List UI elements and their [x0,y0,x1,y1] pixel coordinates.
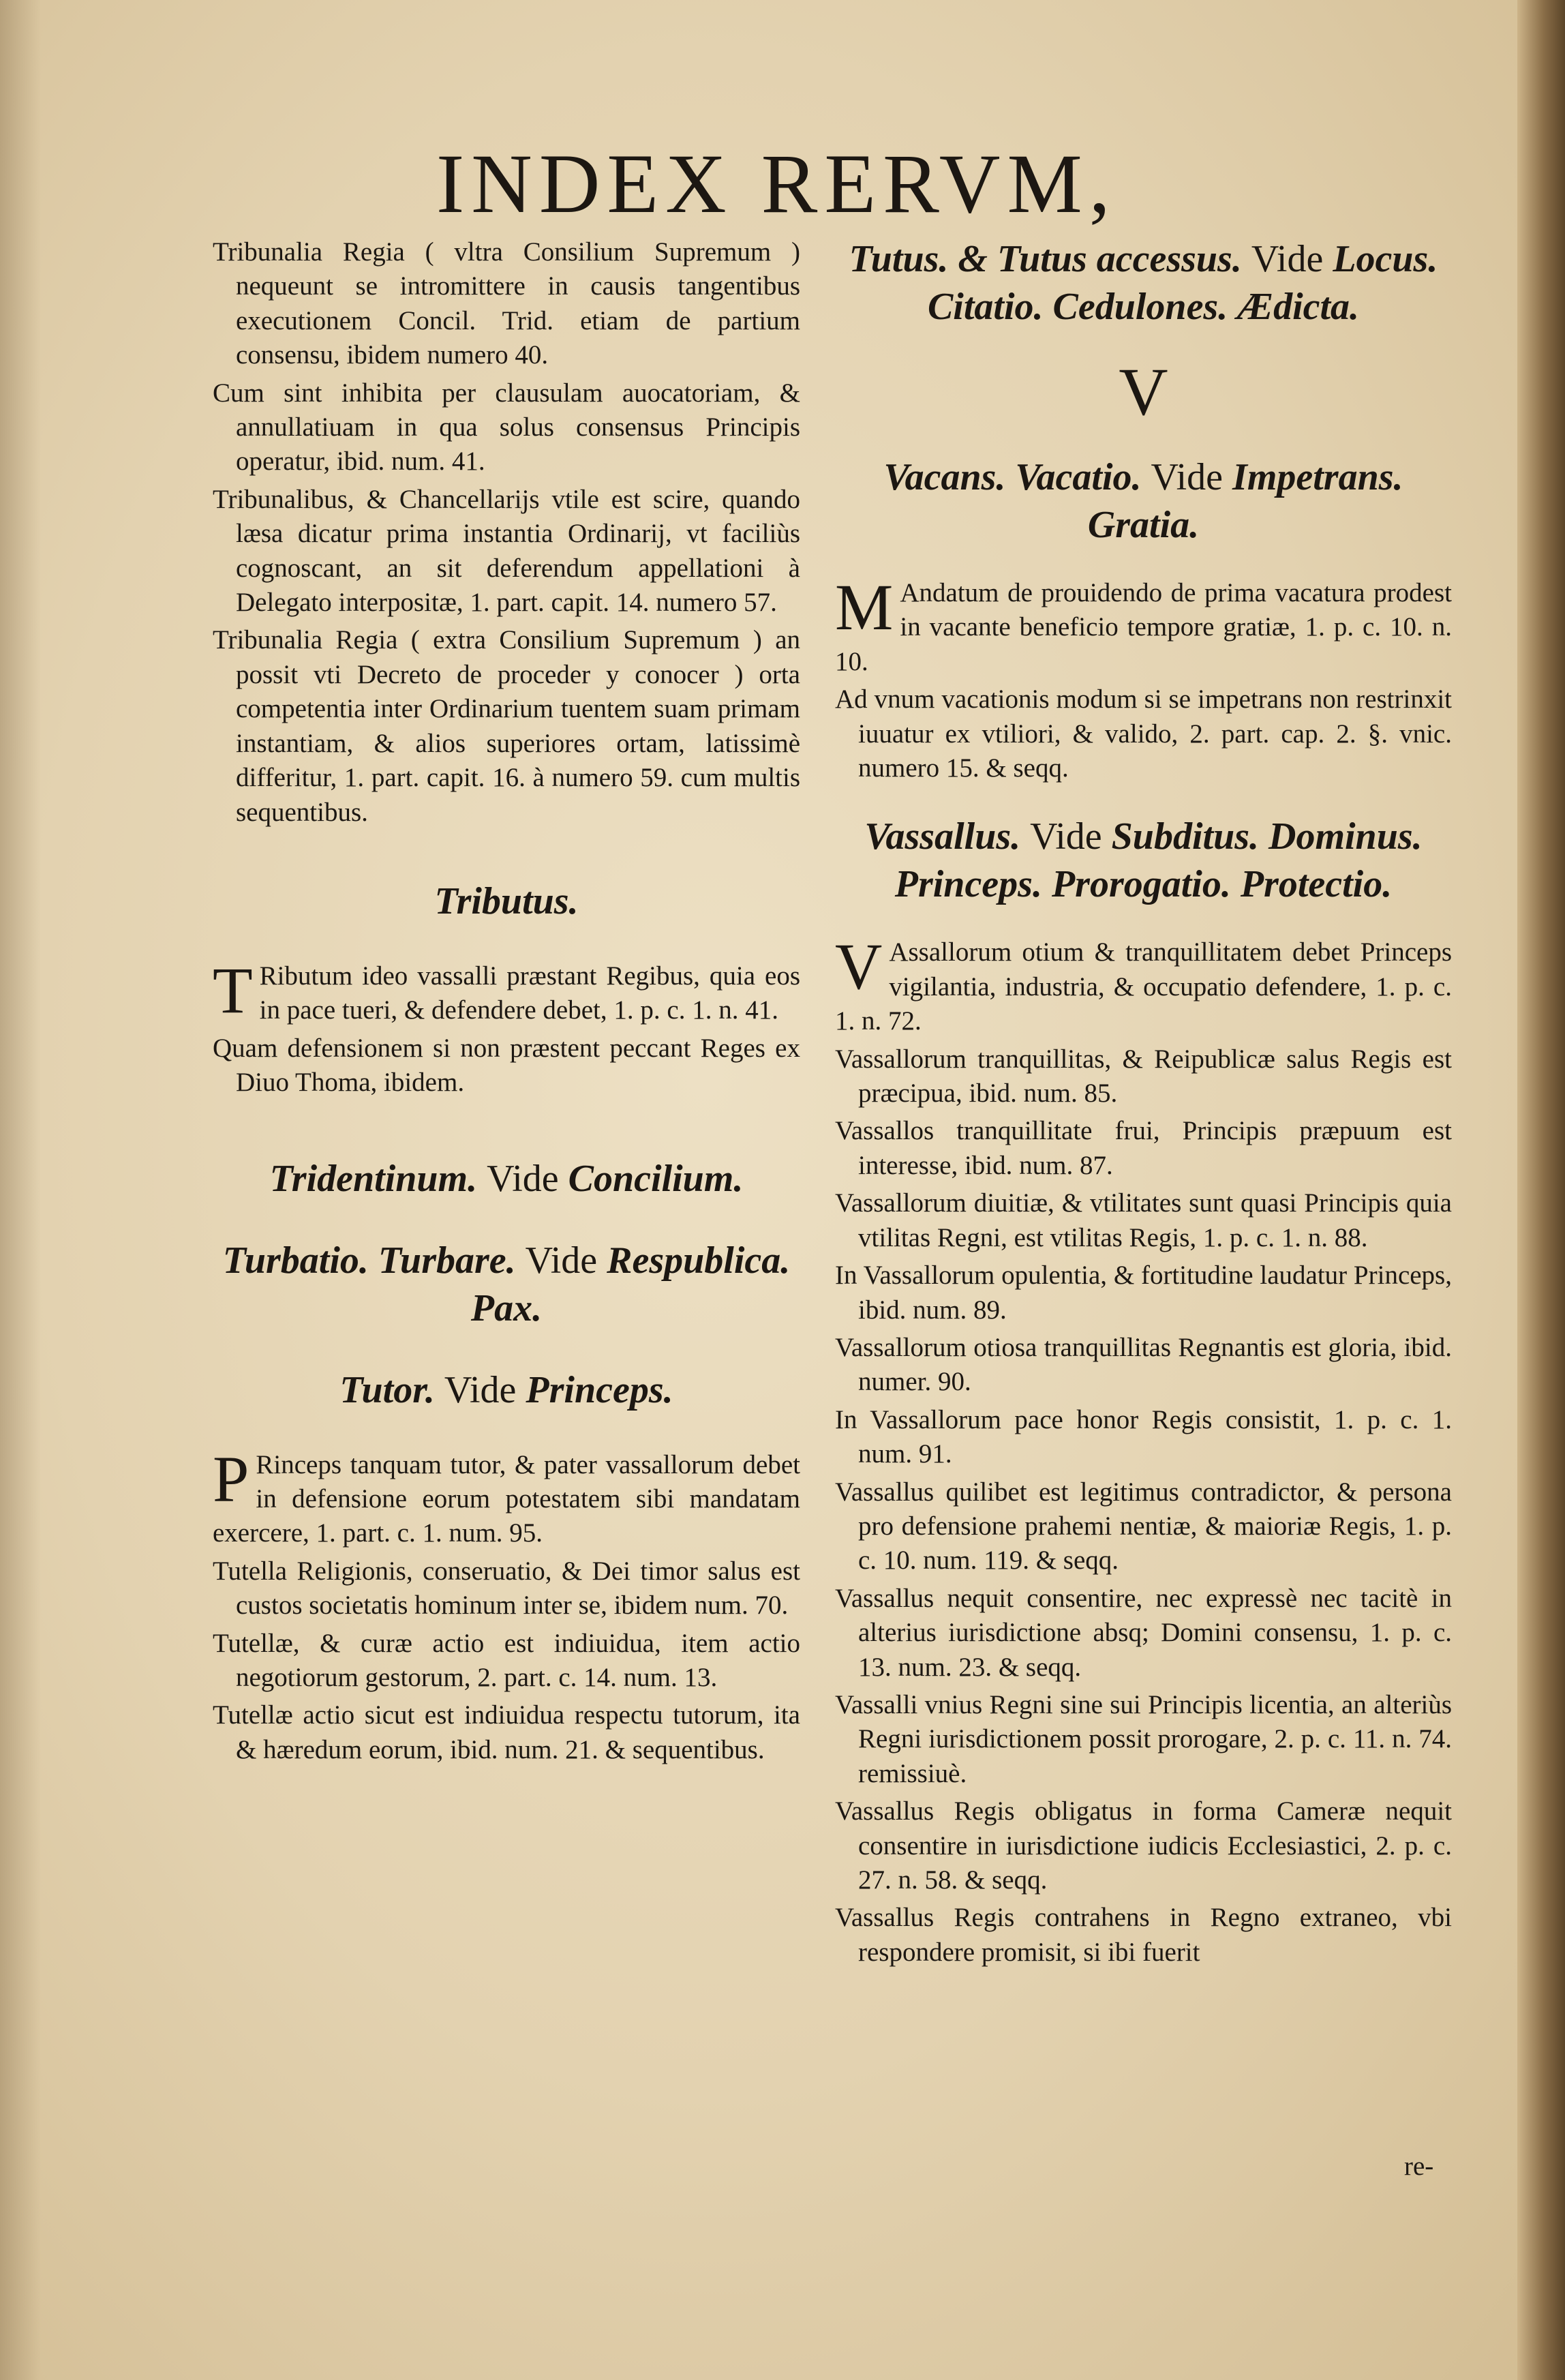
entry-text: Ributum ideo vassalli præstant Regibus, quia eos in pace tueri, & defendere debet, 1. p. c. 1. n. 41. [259,961,800,1025]
index-entry: In Vassallorum opulentia, & fortitudine laudatur Princeps, ibid. num. 89. [835,1261,1452,1325]
heading-reference: Concilium. [568,1157,744,1200]
heading-vide: Vide [1151,456,1224,498]
index-entry: Vassalli vnius Regni sine sui Principis licentia, an alteriùs Regni iurisdictionem possit prorogare, 2. p. c. 11. n. 74. remissiuè. [835,1689,1452,1788]
drop-capital: P [213,1442,249,1516]
drop-capital: T [213,953,253,1027]
heading-vide: Vide [1030,815,1102,858]
heading-reference: Impetrans. Gratia. [1087,456,1403,546]
index-entry: Vassallorum otiosa tranquillitas Regnantis est gloria, ibid. numer. 90. [835,1332,1452,1397]
index-entry: Vassallorum diuitiæ, & vtilitates sunt quasi Principis quia vtilitas Regni, est vtilitas Regis, 1. p. c. 1. n. 88. [835,1188,1452,1252]
index-entry: Tribunalibus, & Chancellarijs vtile est scire, quando læsa dicatur prima instantia Ordinarij, vt faciliùs cognoscant, an sit deferendum appellationi à Delegato interpositæ, 1. part. capit. 14. numero 57. [213,484,800,618]
index-entry [835,930,1452,1038]
heading-reference: Locus. Citatio. Cedulones. Ædicta. [927,238,1438,328]
index-entry: Vassallorum tranquillitas, & Reipublicæ salus Regis est præcipua, ibid. num. 85. [835,1044,1452,1109]
index-entry: Tutellæ actio sicut est indiuidua respectu tutorum, ita & hæredum eorum, ibid. num. 21. & sequentibus. [213,1700,800,1764]
section-letter: V [1119,354,1168,430]
heading-reference: Subditus. Dominus. Princeps. Prorogatio. Protectio. [894,815,1423,906]
index-entry: Vassallus Regis obligatus in forma Cameræ nequit consentire in iurisdictione iudicis Ecclesiastici, 2. p. c. 27. n. 58. & seqq. [835,1796,1452,1895]
catchword: re- [1404,2152,1434,2181]
index-entry: Ad vnum vacationis modum si se impetrans non restrinxit iuuatur ex vtiliori, & valido, 2. part. cap. 2. §. vnic. numero 15. & seqq. [835,684,1452,783]
section-heading-vassallus [835,813,1452,908]
running-header: INDEX RERVM, [436,137,1117,230]
heading-term: Tutus. & Tutus accessus. [849,238,1242,280]
index-entry: Quam defensionem si non præstent peccant Reges ex Diuo Thoma, ibidem. [213,1033,800,1098]
gutter-shadow [0,0,41,2380]
heading-reference: Respublica. Pax. [470,1239,791,1329]
heading-vide: Vide [1251,238,1324,280]
index-entry: Tutellæ, & curæ actio est indiuidua, item actio negotiorum gestorum, 2. part. c. 14. num. 13. [213,1628,800,1692]
index-entry: Tutella Religionis, conseruatio, & Dei timor salus est custos societatis hominum inter se, ibidem num. 70. [213,1556,800,1621]
heading-vide: Vide [487,1157,559,1200]
index-entry: Cum sint inhibita per clausulam auocatoriam, & annullatiuam in qua solus consensus Principis operatur, ibid. num. 41. [213,378,800,477]
index-entry [213,1442,800,1551]
section-heading-tridentinum [213,1155,800,1203]
drop-capital: M [835,571,894,644]
index-entry: Vassallus Regis contrahens in Regno extraneo, vbi respondere promisit, si ibi fuerit [835,1903,1452,1967]
heading-term: Turbatio. Turbare. [222,1239,516,1282]
right-column [835,235,1452,1973]
section-heading-turbatio [213,1237,800,1332]
left-column [213,235,800,1771]
index-entry [835,571,1452,679]
index-entry: In Vassallorum pace honor Regis consistit, 1. p. c. 1. num. 91. [835,1404,1452,1469]
section-heading-tutor [213,1366,800,1414]
heading-term: Tutor. [339,1368,435,1411]
heading-reference: Princeps. [526,1368,673,1411]
entry-text: Rinceps tanquam tutor, & pater vassallorum debet in defensione eorum potestatem sibi mandatam exercere, 1. part. c. 1. num. 95. [213,1449,800,1548]
index-entry: Vassallus nequit consentire, nec expressè nec tacitè in alterius iurisdictione absq; Domini consensu, 1. p. c. 13. num. 23. & seqq. [835,1583,1452,1682]
heading-vide: Vide [444,1368,517,1411]
index-entry: Vassallos tranquillitate frui, Principis præpuum est interesse, ibid. num. 87. [835,1116,1452,1180]
section-heading-vacans [835,453,1452,549]
index-entry: Vassallus quilibet est legitimus contradictor, & persona pro defensione prahemi nentiæ, & maioriæ Regis, 1. p. c. 10. num. 119. & seqq. [835,1477,1452,1576]
section-heading-tributus: Tributus. [434,879,579,922]
index-entry: Tribunalia Regia ( vltra Consilium Supremum ) nequeunt se intromittere in causis tangentibus executionem Concil. Trid. etiam de partium consensu, ibidem numero 40. [213,237,800,370]
entry-text: Andatum de prouidendo de prima vacatura prodest in vacante beneficio tempore gratiæ, 1. p. c. 10. n. 10. [835,578,1452,676]
heading-vide: Vide [525,1239,598,1282]
index-entry [213,953,800,1028]
heading-term: Vacans. Vacatio. [883,456,1142,498]
drop-capital: V [835,930,883,1004]
heading-term: Tridentinum. [269,1157,478,1200]
index-entry: Tribunalia Regia ( extra Consilium Supremum ) an possit vti Decreto de proceder y conocer ) orta competentia inter Ordinarium tuentem suam primam instantiam, & alios superiores ortam, latissimè differitur, 1. part. capit. 16. à numero 59. cum multis sequentibus. [213,625,800,827]
heading-term: Vassallus. [864,815,1021,858]
page-edge [1517,0,1565,2380]
entry-text: Assallorum otium & tranquillitatem debet Princeps vigilantia, industria, & occupatio defendere, 1. p. c. 1. n. 72. [835,937,1452,1036]
section-heading-tutus [835,235,1452,331]
